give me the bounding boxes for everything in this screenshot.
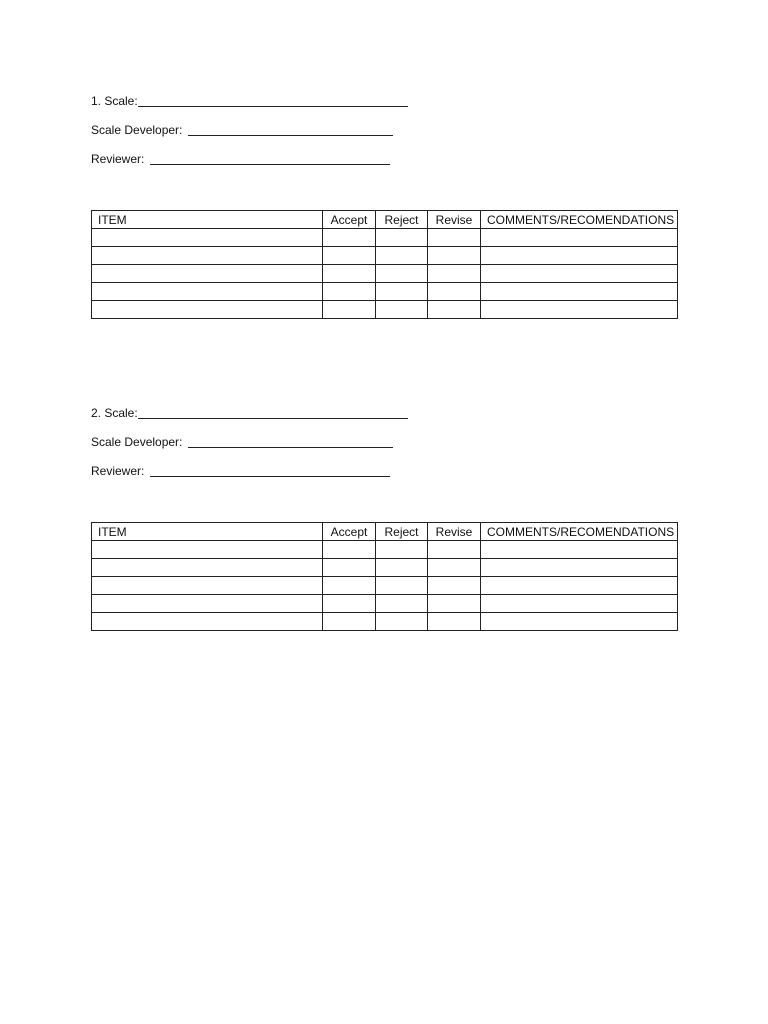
revise-cell[interactable]: [428, 559, 481, 577]
reviewer-label: Reviewer:: [91, 152, 145, 166]
reject-cell[interactable]: [376, 559, 428, 577]
table-row: [92, 301, 678, 319]
review-table: [91, 210, 678, 319]
table-row: [92, 265, 678, 283]
review-section-1: [91, 93, 678, 227]
reject-cell[interactable]: [376, 541, 428, 559]
scale-blank-line[interactable]: [138, 106, 408, 107]
comments-cell[interactable]: [481, 301, 678, 319]
item-cell[interactable]: [92, 301, 323, 319]
scale-developer-label: Scale Developer:: [91, 435, 183, 449]
header-comments: COMMENTS/RECOMENDATIONS: [481, 523, 678, 541]
revise-cell[interactable]: [428, 577, 481, 595]
scale-developer-field: [91, 122, 678, 140]
comments-cell[interactable]: [481, 577, 678, 595]
scale-label: 1. Scale:: [91, 94, 138, 108]
reviewer-blank-line[interactable]: [150, 164, 390, 165]
scale-label: 2. Scale:: [91, 406, 138, 420]
header-reject: Reject: [376, 523, 428, 541]
table-row: [92, 559, 678, 577]
header-revise: Revise: [428, 211, 481, 229]
accept-cell[interactable]: [323, 541, 376, 559]
table-header-row: [92, 523, 678, 541]
accept-cell[interactable]: [323, 283, 376, 301]
scale-developer-blank-line[interactable]: [188, 135, 393, 136]
reject-cell[interactable]: [376, 229, 428, 247]
scale-developer-label: Scale Developer:: [91, 123, 183, 137]
review-section-2: [91, 405, 678, 539]
header-revise: Revise: [428, 523, 481, 541]
table-row: [92, 595, 678, 613]
header-item: ITEM: [92, 211, 323, 229]
accept-cell[interactable]: [323, 559, 376, 577]
reject-cell[interactable]: [376, 265, 428, 283]
header-comments: COMMENTS/RECOMENDATIONS: [481, 211, 678, 229]
header-accept: Accept: [323, 211, 376, 229]
revise-cell[interactable]: [428, 229, 481, 247]
reject-cell[interactable]: [376, 577, 428, 595]
revise-cell[interactable]: [428, 247, 481, 265]
item-cell[interactable]: [92, 577, 323, 595]
accept-cell[interactable]: [323, 265, 376, 283]
header-reject: Reject: [376, 211, 428, 229]
comments-cell[interactable]: [481, 595, 678, 613]
item-cell[interactable]: [92, 265, 323, 283]
revise-cell[interactable]: [428, 613, 481, 631]
comments-cell[interactable]: [481, 229, 678, 247]
comments-cell[interactable]: [481, 283, 678, 301]
table-row: [92, 229, 678, 247]
item-cell[interactable]: [92, 613, 323, 631]
table-row: [92, 541, 678, 559]
table-row: [92, 577, 678, 595]
reject-cell[interactable]: [376, 283, 428, 301]
review-table: [91, 522, 678, 631]
item-cell[interactable]: [92, 541, 323, 559]
accept-cell[interactable]: [323, 595, 376, 613]
header-accept: Accept: [323, 523, 376, 541]
table-row: [92, 613, 678, 631]
table-header-row: [92, 211, 678, 229]
accept-cell[interactable]: [323, 577, 376, 595]
scale-field: [91, 93, 678, 111]
revise-cell[interactable]: [428, 283, 481, 301]
comments-cell[interactable]: [481, 613, 678, 631]
scale-field: [91, 405, 678, 423]
item-cell[interactable]: [92, 247, 323, 265]
revise-cell[interactable]: [428, 301, 481, 319]
comments-cell[interactable]: [481, 559, 678, 577]
revise-cell[interactable]: [428, 595, 481, 613]
revise-cell[interactable]: [428, 265, 481, 283]
comments-cell[interactable]: [481, 541, 678, 559]
reject-cell[interactable]: [376, 595, 428, 613]
table-row: [92, 247, 678, 265]
reviewer-label: Reviewer:: [91, 464, 145, 478]
item-cell[interactable]: [92, 229, 323, 247]
revise-cell[interactable]: [428, 541, 481, 559]
item-cell[interactable]: [92, 595, 323, 613]
scale-developer-blank-line[interactable]: [188, 447, 393, 448]
item-cell[interactable]: [92, 283, 323, 301]
reviewer-field: [91, 463, 678, 481]
accept-cell[interactable]: [323, 247, 376, 265]
comments-cell[interactable]: [481, 265, 678, 283]
reject-cell[interactable]: [376, 301, 428, 319]
comments-cell[interactable]: [481, 247, 678, 265]
item-cell[interactable]: [92, 559, 323, 577]
accept-cell[interactable]: [323, 229, 376, 247]
table-row: [92, 283, 678, 301]
scale-blank-line[interactable]: [138, 418, 408, 419]
reviewer-blank-line[interactable]: [150, 476, 390, 477]
accept-cell[interactable]: [323, 613, 376, 631]
scale-developer-field: [91, 434, 678, 452]
header-item: ITEM: [92, 523, 323, 541]
reject-cell[interactable]: [376, 247, 428, 265]
reject-cell[interactable]: [376, 613, 428, 631]
reviewer-field: [91, 151, 678, 169]
accept-cell[interactable]: [323, 301, 376, 319]
